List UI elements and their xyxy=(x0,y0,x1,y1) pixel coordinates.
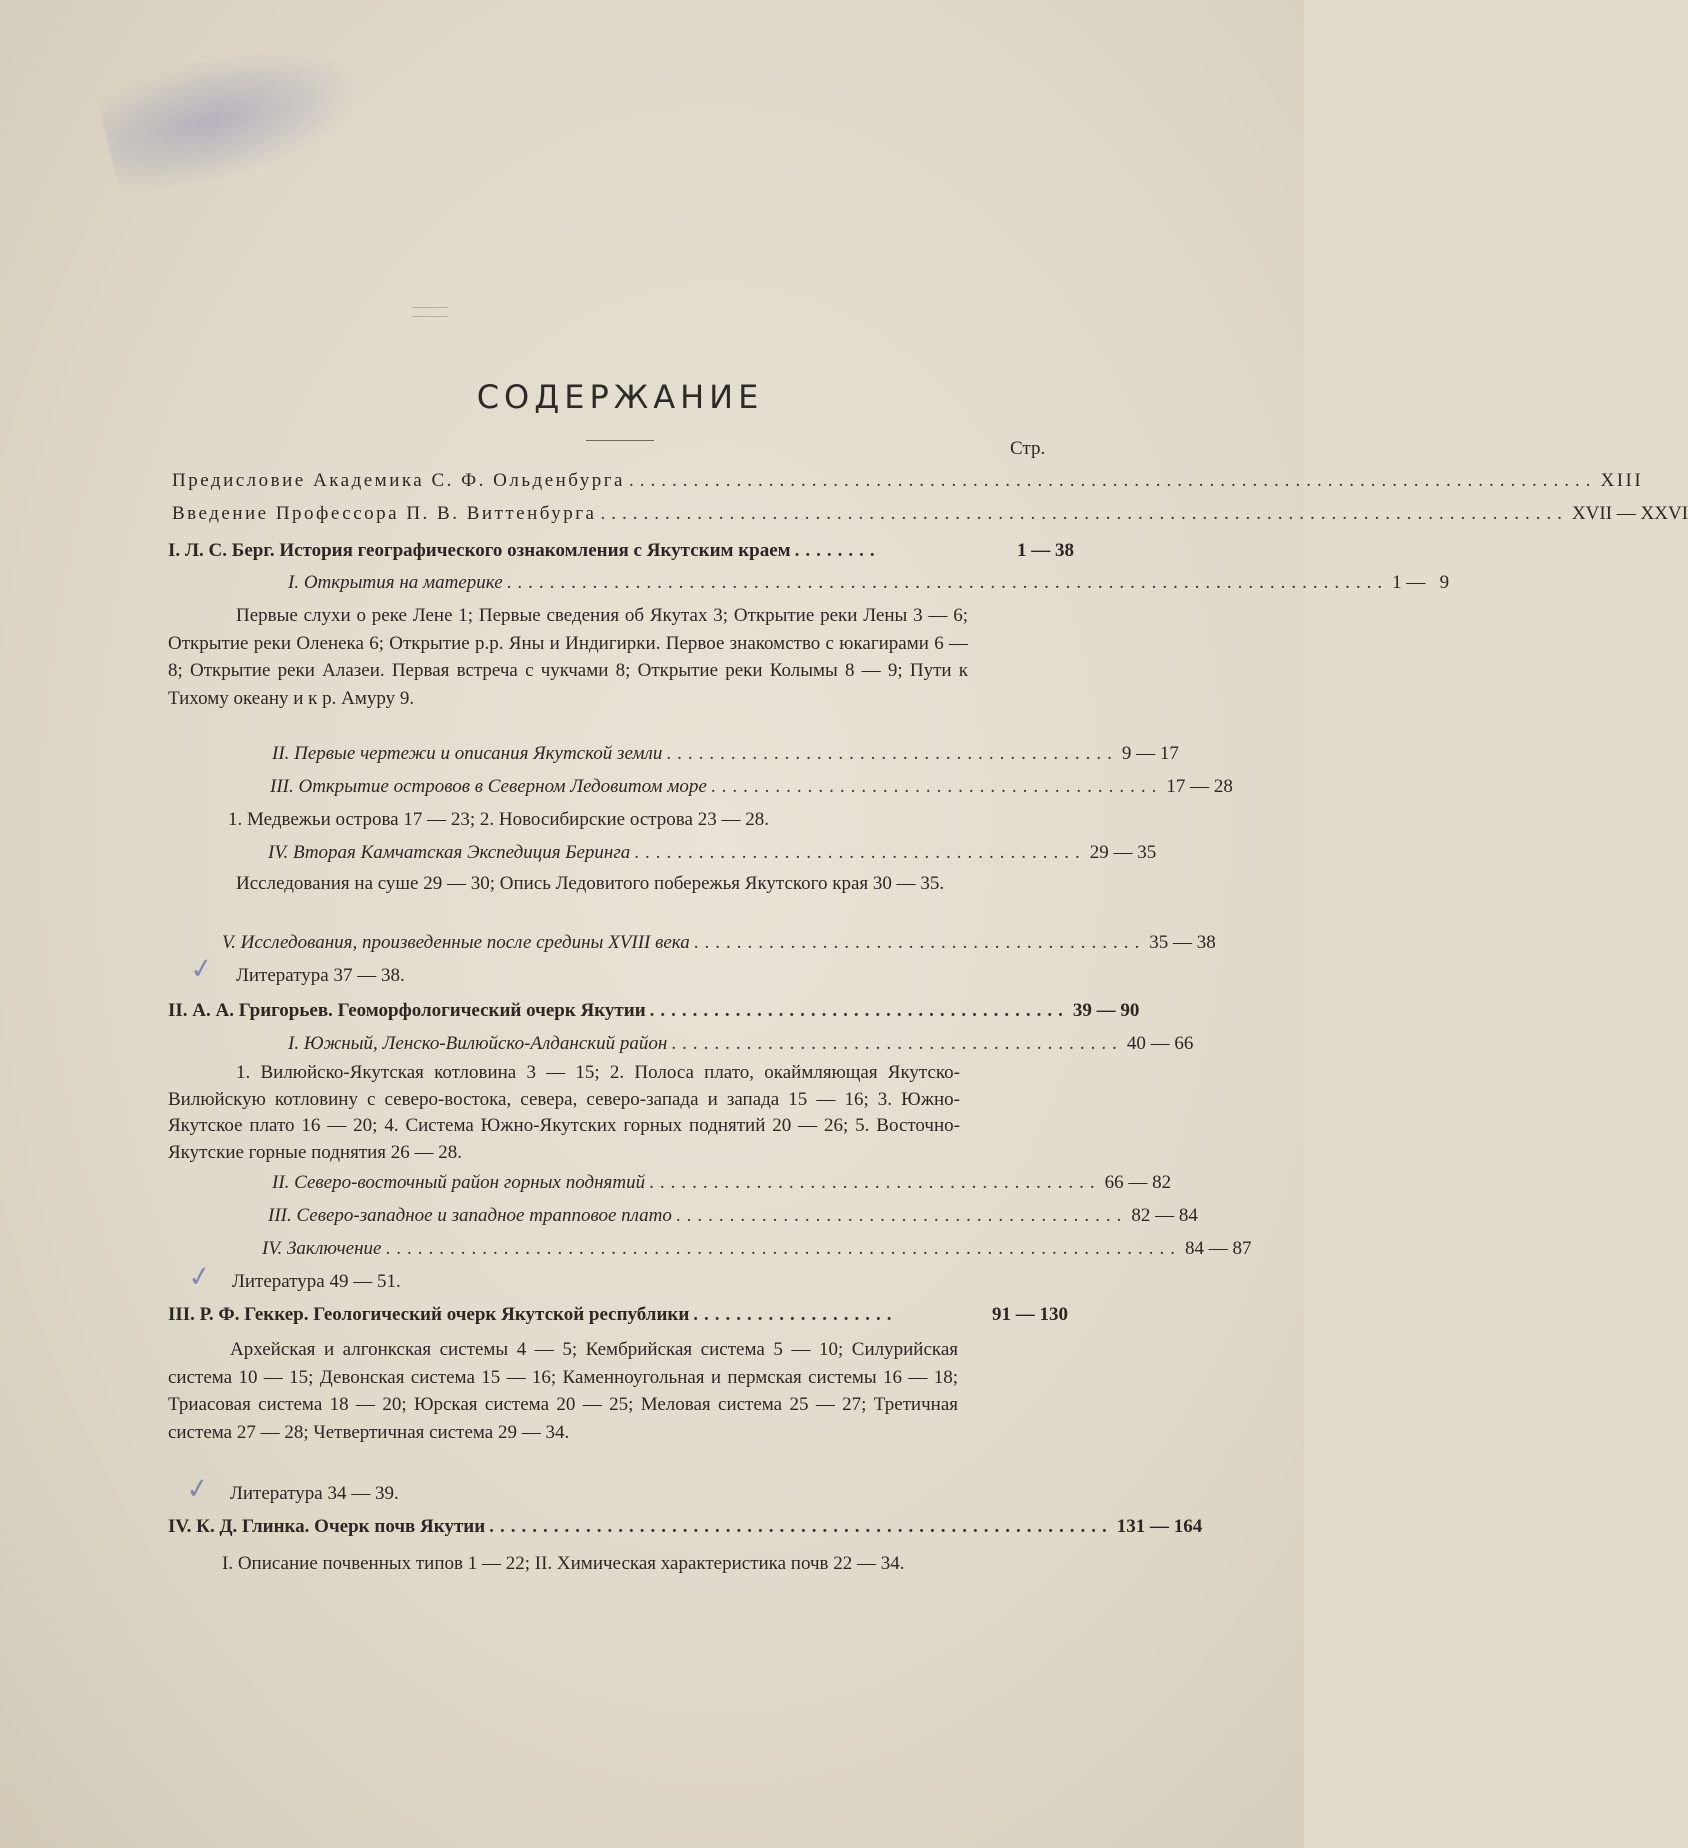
section-summary: I. Описание почвенных типов 1 — 22; II. Химическая характеристика почв 22 — 34. xyxy=(222,1553,905,1574)
subentry-pages: 1 — 9 xyxy=(1392,572,1450,593)
toc-subentry[interactable] xyxy=(222,932,1216,954)
entry-label: Предисловие Академика С. Ф. Ольденбурга xyxy=(172,470,625,491)
entry-label: Введение Профессора П. В. Виттенбурга xyxy=(172,503,597,524)
leader-dots: .......................................................................................... xyxy=(628,470,1597,491)
subentry-label: II. Первые чертежи и описания Якутской земли xyxy=(272,743,663,764)
page-title: СОДЕРЖАНИЕ xyxy=(476,378,764,416)
leader-dots: .......................................................................................... xyxy=(600,503,1568,524)
subentry-label: III. Северо-западное и западное трапповое плато xyxy=(268,1205,672,1226)
leader-dots: ........ xyxy=(794,540,881,561)
toc-entry-preface[interactable] xyxy=(172,470,1644,492)
literature-line: Литература 49 — 51. xyxy=(232,1271,401,1292)
subentry-label: III. Открытие островов в Северном Ледовитом море xyxy=(270,776,707,797)
toc-section-2[interactable] xyxy=(168,1000,1140,1022)
subentry-summary: 1. Медвежьи острова 17 — 23; 2. Новосибирские острова 23 — 28. xyxy=(228,809,769,830)
toc-subentry[interactable] xyxy=(272,1172,1172,1194)
subentry-pages: 9 — 17 xyxy=(1121,743,1179,764)
literature-line: Литература 34 — 39. xyxy=(230,1483,399,1504)
toc-subentry[interactable] xyxy=(268,842,1157,864)
subentry-pages: 66 — 82 xyxy=(1104,1172,1172,1193)
section-pages: 131 — 164 xyxy=(1116,1516,1203,1537)
section-heading: I. Л. С. Берг. История географического ознакомления с Якутским краем xyxy=(168,540,791,561)
section-summary: 1. Вилюйско-Якутская котловина 3 — 15; 2. Полоса плато, окаймляющая Якутско-Вилюйскую котловину с северо-востока, севера, северо-запада и запада 15 — 16; 3. Южно-Якутское плато 16 — 20; 4. Система Южно-Якутских горных поднятий 20 — 26; 5. Восточно-Якутские горные поднятия 26 — 28. xyxy=(168,1062,960,1163)
subentry-pages: 40 — 66 xyxy=(1126,1033,1194,1054)
leader-dots: .................................................................................. xyxy=(506,572,1389,593)
subentry-label: IV. Заключение xyxy=(262,1238,382,1259)
leader-dots: .......................................... xyxy=(710,776,1163,797)
literature-line: Литература 37 — 38. xyxy=(236,965,405,986)
toc-entry-introduction[interactable] xyxy=(172,503,1688,525)
section-pages: 91 — 130 xyxy=(992,1304,1068,1325)
subentry-pages: 29 — 35 xyxy=(1089,842,1157,863)
leader-dots: .......................................................... xyxy=(489,1516,1113,1537)
section-pages: 1 — 38 xyxy=(1017,540,1074,561)
toc-section-3[interactable] xyxy=(168,1304,1068,1326)
section-pages: 39 — 90 xyxy=(1072,1000,1140,1021)
subentry-label: I. Открытия на материке xyxy=(288,572,503,593)
toc-section-1[interactable] xyxy=(168,540,1074,562)
toc-subentry[interactable] xyxy=(268,1205,1198,1227)
leader-dots: .......................................... xyxy=(675,1205,1128,1226)
pencil-check-icon: ✓ xyxy=(187,950,216,987)
pages-column-label: Стр. xyxy=(1010,438,1046,459)
toc-subentry[interactable] xyxy=(288,572,1450,594)
leader-dots: .......................................... xyxy=(671,1033,1123,1054)
title-rule xyxy=(586,440,654,441)
pencil-check-icon: ✓ xyxy=(185,1258,214,1295)
subentry-label: I. Южный, Ленско-Вилюйско-Алданский район xyxy=(288,1033,668,1054)
leader-dots: .......................................................................... xyxy=(385,1238,1181,1259)
section-heading: IV. К. Д. Глинка. Очерк почв Якутии xyxy=(168,1516,486,1537)
ornament-mark xyxy=(412,307,448,317)
entry-pages: XVII — XXVI xyxy=(1571,503,1688,524)
leader-dots: .......................................... xyxy=(666,743,1118,764)
subentry-label: IV. Вторая Камчатская Экспедиция Беринга xyxy=(268,842,631,863)
pencil-check-icon: ✓ xyxy=(183,1470,212,1507)
section-heading: III. Р. Ф. Геккер. Геологический очерк Якутской республики xyxy=(168,1304,690,1325)
section-heading: II. А. А. Григорьев. Геоморфологический очерк Якутии xyxy=(168,1000,646,1021)
subentry-pages: 17 — 28 xyxy=(1166,776,1233,797)
subentry-pages: 82 — 84 xyxy=(1131,1205,1198,1226)
faded-ink-stamp xyxy=(94,25,375,204)
subentry-summary: Исследования на суше 29 — 30; Опись Ледовитого побережья Якутского края 30 — 35. xyxy=(236,873,945,894)
leader-dots: .......................................... xyxy=(634,842,1086,863)
leader-dots: ................... xyxy=(693,1304,898,1325)
toc-section-4[interactable] xyxy=(168,1516,1203,1538)
entry-pages: XIII xyxy=(1600,470,1644,491)
leader-dots: .......................................... xyxy=(693,932,1146,953)
subentry-label: V. Исследования, произведенные после средины XVIII века xyxy=(222,932,690,953)
toc-subentry[interactable] xyxy=(288,1033,1194,1055)
leader-dots: ....................................... xyxy=(649,1000,1069,1021)
subentry-pages: 35 — 38 xyxy=(1149,932,1216,953)
subentry-label: II. Северо-восточный район горных поднятий xyxy=(272,1172,646,1193)
toc-subentry[interactable] xyxy=(262,1238,1252,1260)
toc-subentry[interactable] xyxy=(270,776,1233,798)
subentry-pages: 84 — 87 xyxy=(1184,1238,1252,1259)
toc-subentry[interactable] xyxy=(272,743,1179,765)
leader-dots: .......................................... xyxy=(649,1172,1101,1193)
section-summary: Архейская и алгонкская системы 4 — 5; Кембрийская система 5 — 10; Силурийская система 10 — 15; Девонская система 15 — 16; Каменноугольная и пермская системы 16 — 18; Триасовая система 18 — 20; Юрская система 20 — 25; Меловая система 25 — 27; Третичная система 27 — 28; Четвертичная система 29 — 34. xyxy=(168,1339,958,1443)
section-summary: Первые слухи о реке Лене 1; Первые сведения об Якутах 3; Открытие реки Лены 3 — 6; Открытие реки Оленека 6; Открытие р.р. Яны и Индигирки. Первое знакомство с юкагирами 6 — 8; Открытие реки Алазеи. Первая встреча с чукчами 8; Открытие реки Колымы 8 — 9; Пути к Тихому океану и к р. Амуру 9. xyxy=(168,605,968,709)
